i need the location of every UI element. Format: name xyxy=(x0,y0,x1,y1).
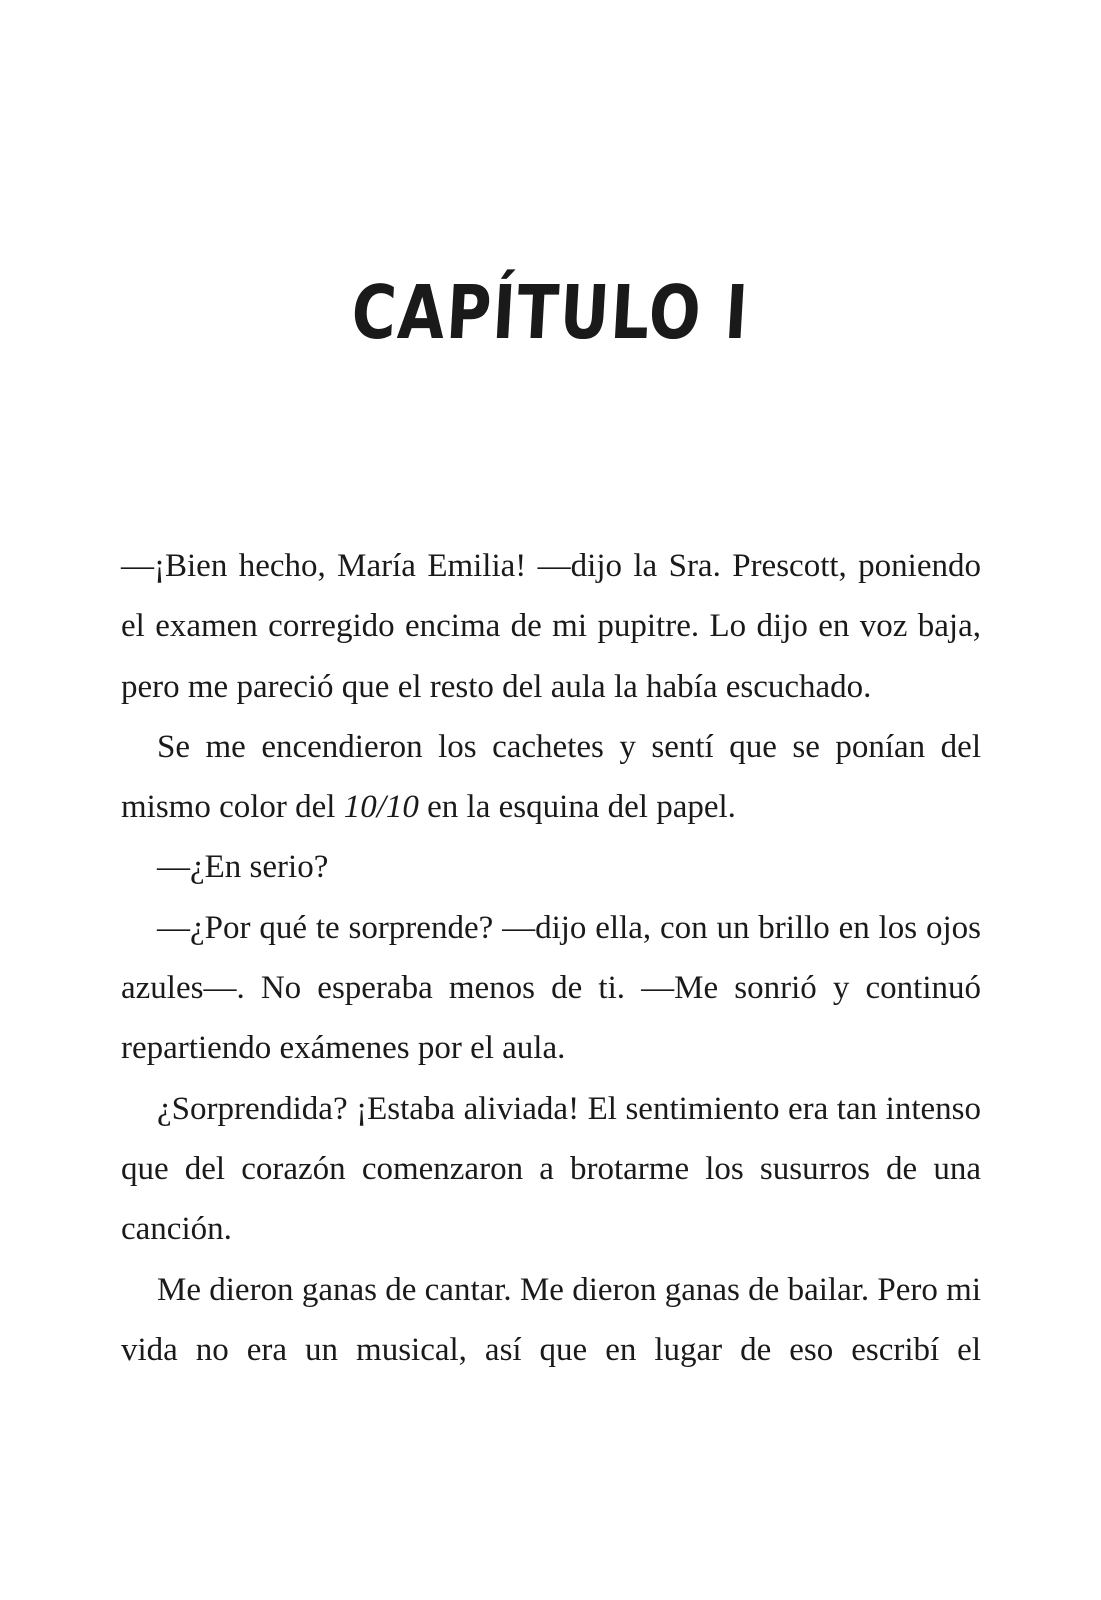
paragraph xyxy=(121,837,981,897)
paragraph xyxy=(121,536,981,717)
paragraph-text: Me dieron ganas de cantar. Me dieron ganas de bailar. Pero mi vida no era un musical, así que en lugar de eso escribí el xyxy=(121,1271,981,1368)
paragraph-text: —¿En serio? xyxy=(157,849,329,886)
score-italic: 10/10 xyxy=(343,789,419,826)
body-text xyxy=(121,536,981,1380)
paragraph xyxy=(121,1079,981,1260)
paragraph-text: Se me encendieron los cachetes y sentí que se ponían del mismo color del xyxy=(121,728,981,826)
paragraph-text: —¿Por qué te sorprende? —dijo ella, con un brillo en los ojos azules—. No esperaba menos de ti. —Me sonrió y continuó repartiendo exámenes por el aula. xyxy=(121,909,981,1067)
paragraph xyxy=(121,1260,981,1381)
paragraph-text: en la esquina del papel. xyxy=(418,789,736,826)
paragraph-text: —¡Bien hecho, María Emilia! —dijo la Sra. Prescott, poniendo el examen corregido encima de mi pupitre. Lo dijo en voz baja, pero me pareció que el resto del aula la había escuchado. xyxy=(121,548,981,705)
chapter-title: CAPÍTULO I xyxy=(349,270,752,356)
paragraph-text: ¿Sorprendida? ¡Estaba aliviada! El sentimiento era tan intenso que del corazón comenzaron a brotarme los susurros de una canción. xyxy=(121,1090,981,1248)
paragraph xyxy=(121,717,981,838)
paragraph xyxy=(121,898,981,1079)
